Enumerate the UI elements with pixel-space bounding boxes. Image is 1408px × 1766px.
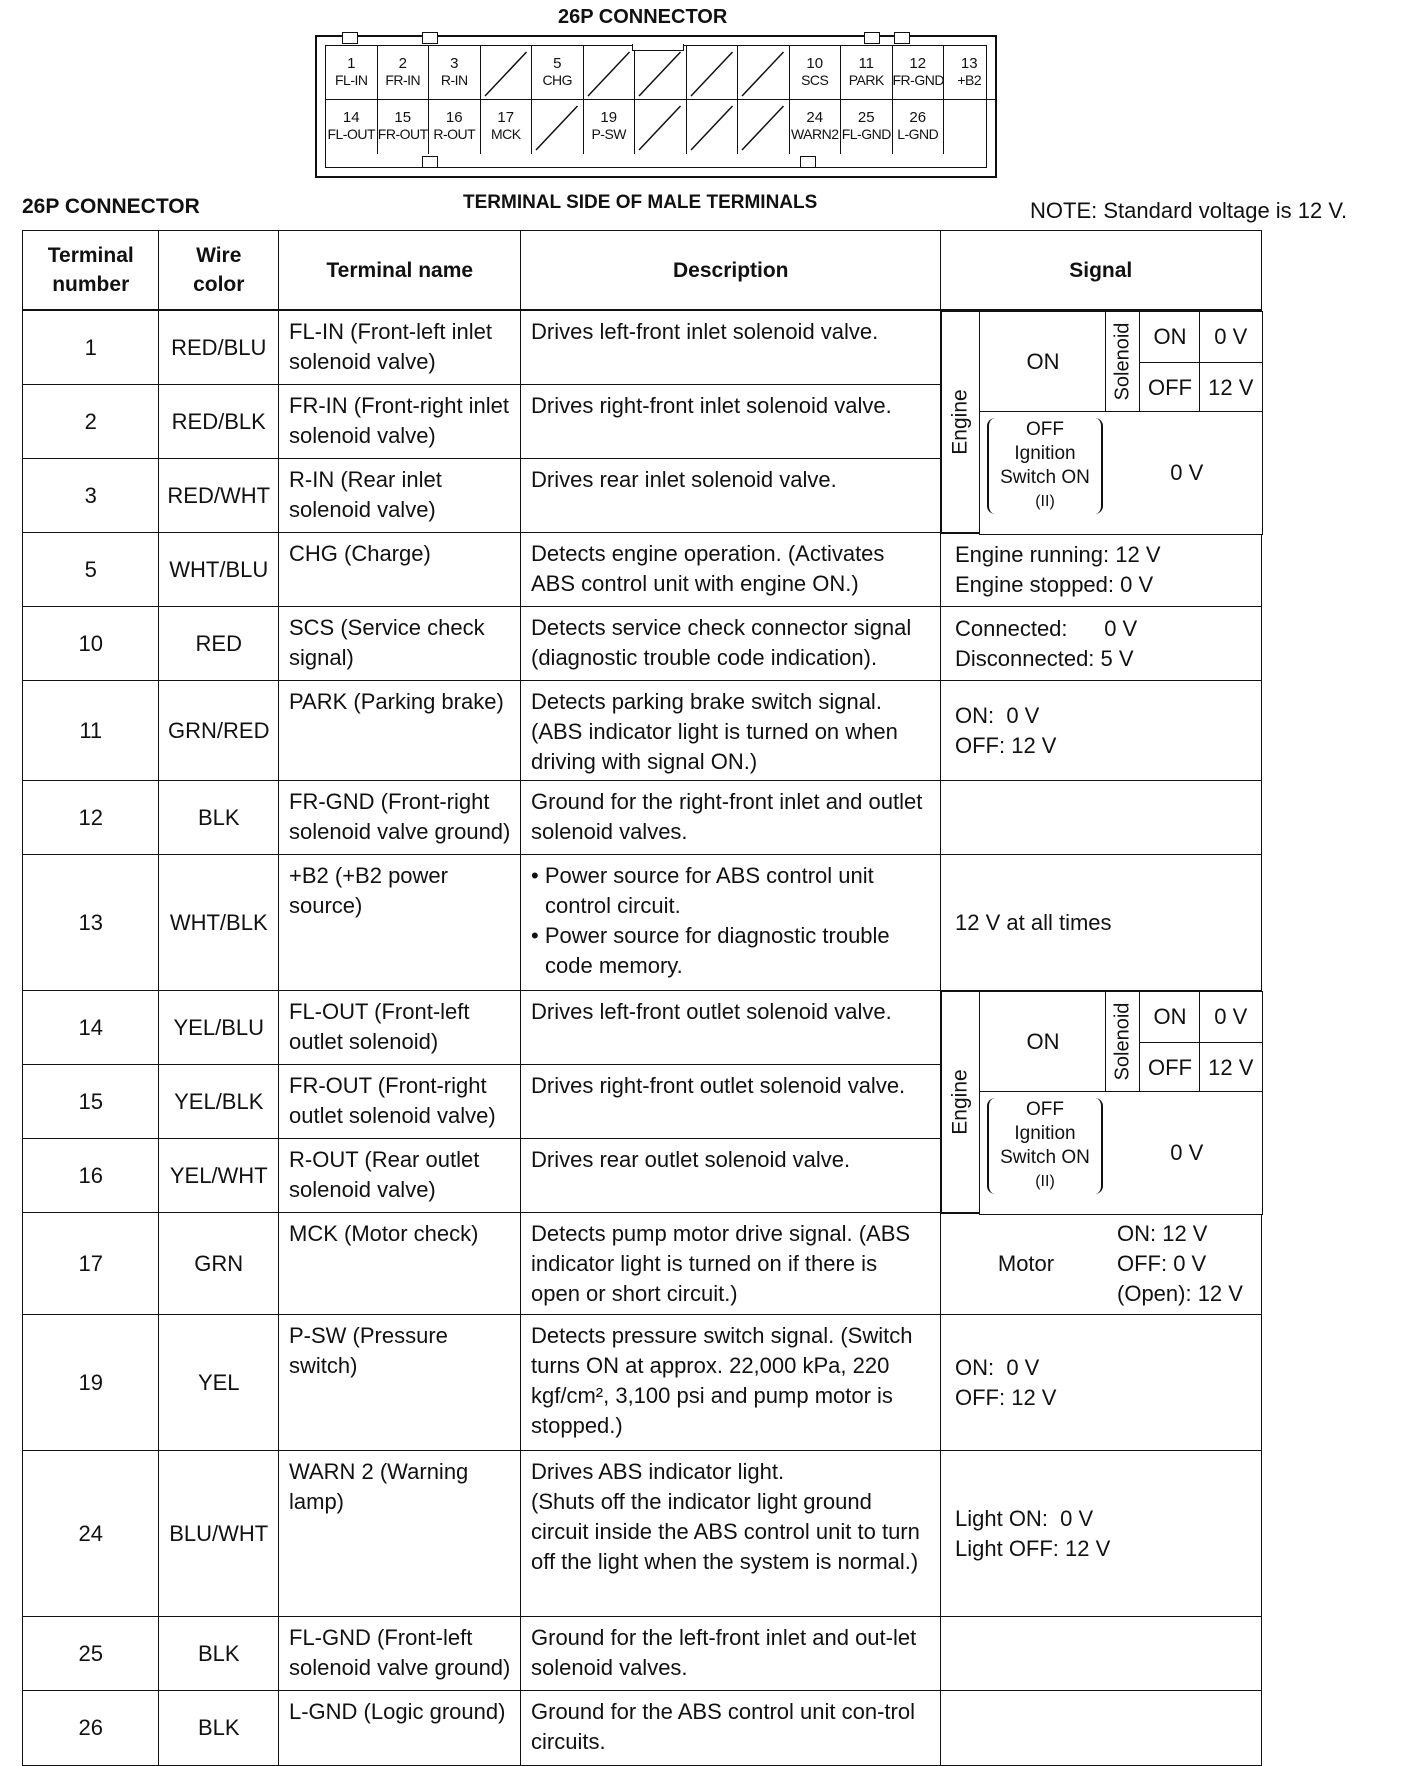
terminal-number: 12 <box>78 804 103 830</box>
pin-empty <box>687 100 739 154</box>
description-text: Ground for the left-front inlet and out-let solenoid valves. <box>531 1625 917 1680</box>
terminal-number: 2 <box>84 408 97 434</box>
signal-value: ON: 0 V <box>955 702 1040 728</box>
pin-label: SCS <box>801 72 829 88</box>
terminal-name-cell <box>278 854 522 992</box>
wire-color: GRN/RED <box>168 717 270 743</box>
terminal-name: FL-IN (Front-left inlet solenoid valve) <box>289 319 492 374</box>
terminal-number: 16 <box>78 1162 103 1188</box>
signal-value: Connected: 0 V <box>955 615 1138 641</box>
terminal-number-cell <box>22 458 160 534</box>
solenoid-off-state-text: OFF <box>1148 1054 1192 1080</box>
terminal-number-cell <box>22 1690 160 1766</box>
pin-label: P-SW <box>591 126 627 142</box>
solenoid-on-state <box>1139 991 1201 1043</box>
pin-empty <box>481 46 533 100</box>
wire-color: YEL/WHT <box>169 1162 268 1188</box>
wire-color: BLK <box>197 1640 240 1666</box>
wire-color-cell <box>158 854 280 992</box>
description-text: • Power source for ABS control unit control circuit. <box>531 863 874 918</box>
pin-label: WARN2 <box>790 126 839 142</box>
solenoid-off-voltage <box>1199 1042 1263 1094</box>
ignition-switch-condition <box>987 1098 1103 1194</box>
wire-color-cell <box>158 606 280 682</box>
motor-label-box <box>941 1213 1111 1315</box>
terminal-name: FR-IN (Front-right inlet solenoid valve) <box>289 393 510 448</box>
engine-off-voltage-text: 0 V <box>1170 460 1204 486</box>
solenoid-on-state-text: ON <box>1153 324 1187 349</box>
empty-cavity-mark <box>481 46 533 100</box>
terminal-name: MCK (Motor check) <box>289 1221 479 1246</box>
signal-value: Light ON: 0 V <box>955 1505 1094 1531</box>
engine-on-label: ON <box>1026 348 1060 374</box>
pin-11 <box>841 46 893 100</box>
solenoid-on-voltage <box>1199 991 1263 1043</box>
terminal-number: 15 <box>78 1088 103 1114</box>
pin-number: 17 <box>497 109 515 126</box>
pin-number: 25 <box>857 109 875 126</box>
pin-3 <box>429 46 481 100</box>
header-terminal-name <box>278 230 522 310</box>
wire-color-cell <box>158 1450 280 1618</box>
ignition-condition-text: (II) <box>1035 1173 1055 1190</box>
engine-off-voltage-text: 0 V <box>1170 1140 1204 1166</box>
pin-17 <box>481 100 533 154</box>
terminal-name-cell <box>278 990 522 1066</box>
engine-label: Engine <box>949 1069 973 1135</box>
connector-key <box>422 32 438 44</box>
terminal-number-cell <box>22 532 160 608</box>
terminal-number: 1 <box>84 334 97 360</box>
terminal-number: 24 <box>78 1520 103 1546</box>
solenoid-label: Solenoid <box>1111 1002 1134 1081</box>
terminal-name-cell <box>278 310 522 386</box>
empty-cavity-mark <box>635 46 687 100</box>
signal-value: ON: 12 V <box>1117 1221 1208 1246</box>
terminal-number: 13 <box>78 909 103 935</box>
pin-label: CHG <box>542 72 573 88</box>
terminal-name-cell <box>278 606 522 682</box>
pin-26 <box>893 100 945 154</box>
solenoid-off-state-text: OFF <box>1148 374 1192 400</box>
wire-color: RED/BLK <box>171 408 266 434</box>
description-cell <box>520 458 942 534</box>
description-cell <box>520 1450 942 1618</box>
wire-color: RED <box>195 630 242 656</box>
terminal-number-cell <box>22 1212 160 1316</box>
description-text: (Shuts off the indicator light ground circuit inside the ABS control unit to turn off the light when the system is normal.) <box>531 1489 920 1574</box>
description-text: Detects service check connector signal (diagnostic trouble code indication). <box>531 615 912 670</box>
signal-cell <box>940 780 1262 856</box>
description-text: Ground for the ABS control unit con-trol circuits. <box>531 1699 915 1754</box>
header-terminal-number-text: Terminal number <box>47 244 134 296</box>
pin-label: FR-IN <box>385 72 421 88</box>
terminal-number: 14 <box>78 1014 103 1040</box>
signal-value: Light OFF: 12 V <box>955 1535 1111 1561</box>
terminal-number: 25 <box>78 1640 103 1666</box>
terminal-name: FR-GND (Front-right solenoid valve ground) <box>289 789 511 844</box>
empty-cavity-mark <box>532 100 584 154</box>
pin-number: 3 <box>450 55 459 72</box>
pin-19 <box>584 100 636 154</box>
description-cell <box>520 780 942 856</box>
connector-face <box>325 45 987 168</box>
signal-cell <box>940 532 1262 608</box>
pin-25 <box>841 100 893 154</box>
engine-on-box <box>979 311 1107 412</box>
solenoid-on-state-text: ON <box>1153 1004 1187 1029</box>
motor-label: Motor <box>997 1250 1055 1276</box>
solenoid-on-voltage-text: 0 V <box>1214 1004 1248 1029</box>
pin-empty <box>532 100 584 154</box>
standard-voltage-note: NOTE: Standard voltage is 12 V. <box>1030 198 1348 223</box>
signal-value: Engine stopped: 0 V <box>955 571 1154 597</box>
terminal-number: 17 <box>78 1250 103 1276</box>
ignition-condition-text: Ignition <box>1014 443 1076 464</box>
wire-color-cell <box>158 680 280 782</box>
pin-label: R-IN <box>440 72 468 88</box>
terminal-number-cell <box>22 680 160 782</box>
solenoid-off-state <box>1139 1042 1201 1094</box>
wire-color: BLK <box>197 804 240 830</box>
pin-number: 24 <box>806 109 824 126</box>
pin-empty <box>584 46 636 100</box>
pin-empty <box>687 46 739 100</box>
description-cell <box>520 384 942 460</box>
wire-color-cell <box>158 1138 280 1214</box>
ignition-condition-text: Switch ON <box>1000 1147 1090 1168</box>
description-cell <box>520 310 942 386</box>
pin-number: 19 <box>600 109 618 126</box>
empty-cavity-mark <box>738 46 790 100</box>
engine-on-box <box>979 991 1107 1092</box>
pin-10 <box>790 46 842 100</box>
diagram-title: 26P CONNECTOR <box>558 6 728 28</box>
terminal-name: FR-OUT (Front-right outlet solenoid valve) <box>289 1073 496 1128</box>
wire-color-cell <box>158 384 280 460</box>
signal-value: Engine running: 12 V <box>955 541 1161 567</box>
pin-empty <box>738 100 790 154</box>
header-description <box>520 230 942 310</box>
pin-empty <box>738 46 790 100</box>
pin-empty <box>635 46 687 100</box>
signal-cell <box>940 1450 1262 1618</box>
description-text: Drives left-front outlet solenoid valve. <box>531 999 892 1024</box>
pin-label: FL-OUT <box>327 126 376 142</box>
pin-empty <box>635 100 687 154</box>
terminal-name: R-OUT (Rear outlet solenoid valve) <box>289 1147 480 1202</box>
terminal-name: SCS (Service check signal) <box>289 615 485 670</box>
signal-cell <box>940 680 1262 782</box>
description-text: Drives left-front inlet solenoid valve. <box>531 319 879 344</box>
solenoid-on-voltage <box>1199 311 1263 363</box>
terminal-number-cell <box>22 310 160 386</box>
terminal-number-cell <box>22 990 160 1066</box>
wire-color-cell <box>158 458 280 534</box>
description-cell <box>520 606 942 682</box>
pin-label: FR-OUT <box>377 126 428 142</box>
wire-color-cell <box>158 1616 280 1692</box>
signal-cell <box>940 854 1262 992</box>
pin-label: MCK <box>490 126 521 142</box>
pin-number: 1 <box>347 55 356 72</box>
terminal-name-cell <box>278 1314 522 1452</box>
terminal-name-cell <box>278 1690 522 1766</box>
outlet-solenoid-signal-group <box>940 990 1262 1214</box>
wire-color: RED/WHT <box>167 482 271 508</box>
signal-value: OFF: 0 V <box>1117 1251 1207 1276</box>
terminal-number-cell <box>22 1314 160 1452</box>
header-terminal-name-text: Terminal name <box>326 258 474 282</box>
pin-14 <box>326 100 378 154</box>
empty-cavity-mark <box>635 100 687 154</box>
pin-number: 13 <box>960 55 978 72</box>
terminal-name: WARN 2 (Warning lamp) <box>289 1459 469 1514</box>
description-cell <box>520 1212 942 1316</box>
pin-number: 15 <box>394 109 412 126</box>
pin-label: FR-GND <box>892 72 944 88</box>
signal-value: OFF: 12 V <box>955 1384 1057 1410</box>
wire-color: BLU/WHT <box>169 1520 269 1546</box>
wire-color-cell <box>158 990 280 1066</box>
terminal-name-cell <box>278 532 522 608</box>
connector-key <box>894 32 910 44</box>
terminal-name-cell <box>278 680 522 782</box>
terminal-name: P-SW (Pressure switch) <box>289 1323 448 1378</box>
ignition-condition-text: OFF <box>1026 1099 1064 1120</box>
description-text: Ground for the right-front inlet and outlet solenoid valves. <box>531 789 923 844</box>
terminal-number-cell <box>22 1064 160 1140</box>
signal-value: OFF: 12 V <box>955 732 1057 758</box>
signal-cell <box>940 1690 1262 1766</box>
solenoid-label-box <box>1105 991 1141 1092</box>
terminal-name-cell <box>278 1616 522 1692</box>
wire-color-cell <box>158 532 280 608</box>
header-signal <box>940 230 1262 310</box>
header-wire-color <box>158 230 280 310</box>
terminal-name: CHG (Charge) <box>289 541 431 566</box>
pin-16 <box>429 100 481 154</box>
terminal-name-cell <box>278 458 522 534</box>
pin-number: 2 <box>398 55 407 72</box>
description-text: Detects pressure switch signal. (Switch turns ON at approx. 22,000 kPa, 220 kgf/cm², 3,100 psi and pump motor is stopped.) <box>531 1323 913 1438</box>
solenoid-off-state <box>1139 362 1201 414</box>
description-text: Detects pump motor drive signal. (ABS indicator light is turned on if there is open or short circuit.) <box>531 1221 911 1306</box>
connector-key <box>342 32 358 44</box>
description-cell <box>520 1314 942 1452</box>
pin-24 <box>790 100 842 154</box>
wire-color-cell <box>158 1064 280 1140</box>
wire-color: BLK <box>197 1714 240 1740</box>
connector-key <box>800 156 816 168</box>
signal-cell <box>940 1616 1262 1692</box>
terminal-number: 3 <box>84 482 97 508</box>
pin-15 <box>378 100 430 154</box>
wire-color-cell <box>158 1690 280 1766</box>
description-cell <box>520 1690 942 1766</box>
signal-value: ON: 0 V <box>955 1354 1040 1380</box>
pin-12 <box>893 46 945 100</box>
wire-color-cell <box>158 1212 280 1316</box>
terminal-number-cell <box>22 1138 160 1214</box>
wire-color: RED/BLU <box>171 334 267 360</box>
ignition-switch-condition <box>987 418 1103 514</box>
description-cell <box>520 1138 942 1214</box>
signal-cell <box>940 606 1262 682</box>
wire-color-cell <box>158 310 280 386</box>
solenoid-off-voltage <box>1199 362 1263 414</box>
description-text: Drives right-front inlet solenoid valve. <box>531 393 892 418</box>
signal-cell <box>940 1212 1262 1316</box>
signal-value: 12 V at all times <box>955 909 1112 935</box>
connector-key <box>864 32 880 44</box>
engine-label-box <box>941 311 981 533</box>
terminal-name-cell <box>278 1064 522 1140</box>
description-text: Drives rear inlet solenoid valve. <box>531 467 837 492</box>
signal-value: (Open): 12 V <box>1117 1281 1243 1306</box>
wire-color: GRN <box>194 1250 244 1276</box>
terminal-name: FL-GND (Front-left solenoid valve ground) <box>289 1625 511 1680</box>
solenoid-off-voltage-text: 12 V <box>1208 1054 1254 1080</box>
terminal-number-cell <box>22 780 160 856</box>
description-cell <box>520 990 942 1066</box>
ignition-condition-text: OFF <box>1026 419 1064 440</box>
pin-label: FL-IN <box>335 72 368 88</box>
empty-cavity-mark <box>738 100 790 154</box>
terminal-number: 11 <box>79 717 103 743</box>
motor-signal-values <box>1117 1219 1243 1309</box>
connector-diagram <box>315 35 997 178</box>
pin-5 <box>532 46 584 100</box>
pin-2 <box>378 46 430 100</box>
wire-color: WHT/BLK <box>169 909 268 935</box>
description-cell <box>520 680 942 782</box>
description-text: Detects parking brake switch signal. (ABS indicator light is turned on when driving with signal ON.) <box>531 689 898 774</box>
terminal-name-cell <box>278 1138 522 1214</box>
terminal-number: 10 <box>78 630 103 656</box>
terminal-name: +B2 (+B2 power source) <box>289 863 448 918</box>
terminal-number-cell <box>22 1616 160 1692</box>
wire-color-cell <box>158 1314 280 1452</box>
terminal-name-cell <box>278 1450 522 1618</box>
section-label: 26P CONNECTOR <box>22 195 200 218</box>
wire-color: YEL/BLK <box>174 1088 264 1114</box>
terminal-name-cell <box>278 1212 522 1316</box>
inlet-solenoid-signal-group <box>940 310 1262 534</box>
signal-cell <box>940 1314 1262 1452</box>
terminal-name: L-GND (Logic ground) <box>289 1699 506 1724</box>
description-text: Drives right-front outlet solenoid valve. <box>531 1073 906 1098</box>
terminal-number-cell <box>22 1450 160 1618</box>
pin-label: R-OUT <box>433 126 476 142</box>
ignition-condition-text: Ignition <box>1014 1123 1076 1144</box>
description-cell <box>520 1616 942 1692</box>
pin-label: PARK <box>848 72 884 88</box>
terminal-name-cell <box>278 384 522 460</box>
empty-cavity-mark <box>584 46 636 100</box>
terminal-name: PARK (Parking brake) <box>289 689 504 714</box>
connector-key <box>422 156 438 168</box>
description-cell <box>520 854 942 992</box>
terminal-number: 5 <box>84 556 97 582</box>
terminal-name: R-IN (Rear inlet solenoid valve) <box>289 467 442 522</box>
description-cell <box>520 532 942 608</box>
pin-number: 11 <box>858 55 875 72</box>
solenoid-on-voltage-text: 0 V <box>1214 324 1248 349</box>
terminal-number: 26 <box>78 1714 103 1740</box>
header-description-text: Description <box>672 258 789 282</box>
pin-number: 26 <box>909 109 927 126</box>
header-wire-color-text: Wire color <box>193 244 245 296</box>
engine-off-voltage <box>1111 1092 1263 1215</box>
terminal-name-cell <box>278 780 522 856</box>
solenoid-off-voltage-text: 12 V <box>1208 374 1254 400</box>
pin-number: 10 <box>806 55 824 72</box>
engine-on-label: ON <box>1026 1028 1060 1054</box>
wire-color-cell <box>158 780 280 856</box>
empty-cavity-mark <box>687 100 739 154</box>
engine-label: Engine <box>949 389 973 455</box>
header-terminal-number <box>22 230 160 310</box>
pin-label: FL-GND <box>841 126 891 142</box>
pin-1 <box>326 46 378 100</box>
pin-number: 12 <box>909 55 927 72</box>
solenoid-label: Solenoid <box>1111 322 1134 401</box>
terminal-number-cell <box>22 854 160 992</box>
solenoid-on-state <box>1139 311 1201 363</box>
terminal-number-cell <box>22 384 160 460</box>
ignition-condition-text: Switch ON <box>1000 467 1090 488</box>
description-text: Drives ABS indicator light. <box>531 1459 785 1484</box>
pin-label: +B2 <box>957 72 982 88</box>
wire-color: WHT/BLU <box>169 556 269 582</box>
terminal-number: 19 <box>78 1369 103 1395</box>
pin-number: 5 <box>553 55 562 72</box>
description-text: • Power source for diagnostic trouble code memory. <box>531 923 890 978</box>
terminal-number-cell <box>22 606 160 682</box>
wire-color: YEL/BLU <box>173 1014 264 1040</box>
pin-number: 14 <box>342 109 360 126</box>
connector-guide <box>632 44 684 51</box>
diagram-caption: TERMINAL SIDE OF MALE TERMINALS <box>463 192 818 213</box>
ignition-condition-text: (II) <box>1035 493 1055 510</box>
signal-value: Disconnected: 5 V <box>955 645 1134 671</box>
wire-color: YEL <box>197 1369 240 1395</box>
solenoid-label-box <box>1105 311 1141 412</box>
engine-label-box <box>941 991 981 1213</box>
description-text: Drives rear outlet solenoid valve. <box>531 1147 851 1172</box>
empty-cavity-mark <box>687 46 739 100</box>
description-cell <box>520 1064 942 1140</box>
pin-label: L-GND <box>897 126 939 142</box>
terminal-name: FL-OUT (Front-left outlet solenoid) <box>289 999 470 1054</box>
pin-number: 16 <box>445 109 463 126</box>
description-text: Detects engine operation. (Activates ABS control unit with engine ON.) <box>531 541 885 596</box>
pin-13 <box>944 46 996 100</box>
header-signal-text: Signal <box>1069 258 1133 282</box>
engine-off-voltage <box>1111 412 1263 535</box>
